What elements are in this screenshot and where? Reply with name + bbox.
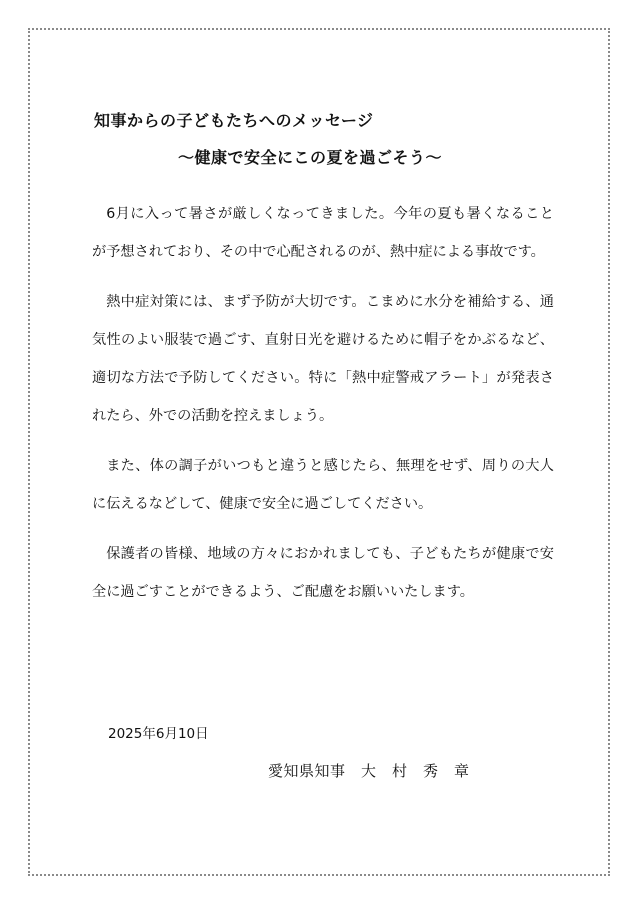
paragraph-prevention: 熱中症対策には、まず予防が大切です。こまめに水分を補給する、通気性のよい服装で過ごす、直射日光を避けるために帽子をかぶるなど、適切な方法で予防してください。特に「熱中症警戒アラート」が発表されたら、外での活動を控えましょう。 <box>92 294 554 424</box>
paragraph-guardians: 保護者の皆様、地域の方々におかれましても、子どもたちが健康で安全に過ごすことができるよう、ご配慮をお願いいたします。 <box>92 546 554 600</box>
message-date: 2025年6月10日 <box>108 726 209 742</box>
governor-signature: 愛知県知事 大 村 秀 章 <box>268 762 470 780</box>
paragraph-intro: 6月に入って暑さが厳しくなってきました。今年の夏も暑くなることが予想されており、その中で心配されるのが、熱中症による事故です。 <box>92 206 554 260</box>
message-body <box>92 195 554 623</box>
paragraph-condition: また、体の調子がいつもと違うと感じたら、無理をせず、周りの大人に伝えるなどして、健康で安全に過ごしてください。 <box>92 458 554 512</box>
page-subtitle: ～健康で安全にこの夏を過ごそう～ <box>178 148 443 167</box>
page-title: 知事からの子どもたちへのメッセージ <box>94 111 374 130</box>
